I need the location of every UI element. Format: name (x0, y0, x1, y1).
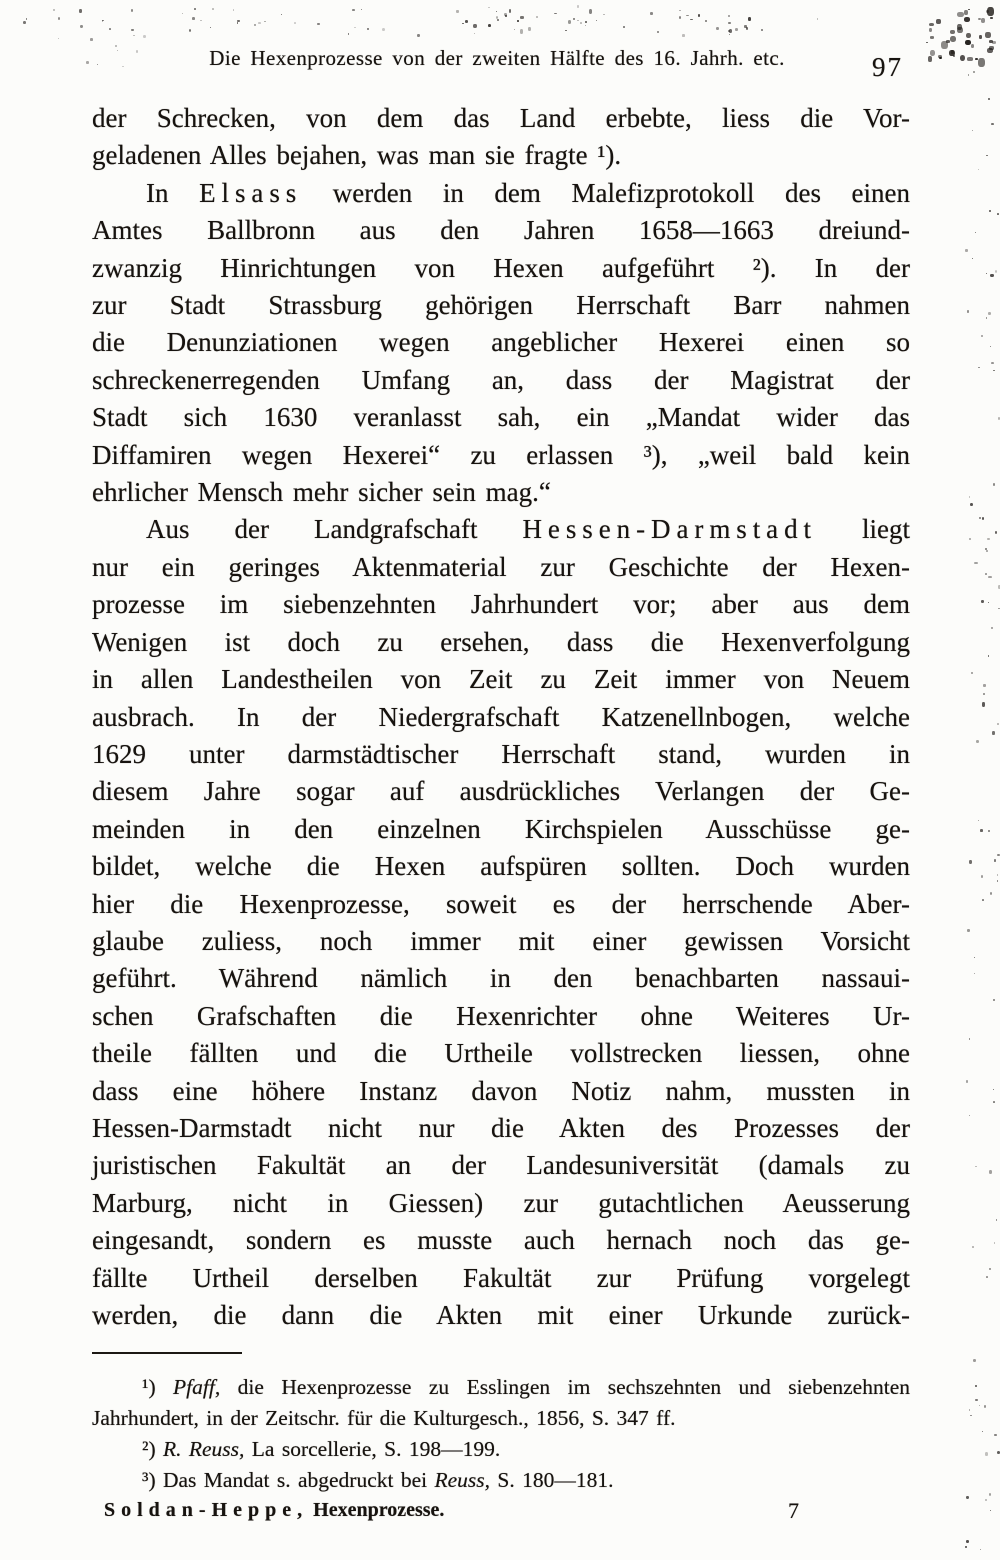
noise-speck (989, 40, 993, 43)
noise-speck (728, 15, 730, 18)
text-line: Marburg, nicht in Giessen) zur gutachtlichen Aeusserung (92, 1187, 910, 1218)
noise-speck (972, 1246, 974, 1248)
noise-speck (981, 875, 983, 879)
noise-speck (993, 1101, 996, 1103)
noise-speck (957, 24, 961, 30)
noise-speck (505, 15, 507, 18)
noise-speck (950, 30, 955, 34)
noise-speck (978, 367, 979, 369)
noise-speck (352, 9, 355, 11)
noise-speck (682, 34, 685, 36)
noise-speck (817, 18, 818, 19)
noise-speck (992, 41, 996, 44)
noise-speck (988, 98, 990, 100)
noise-speck (983, 684, 985, 687)
noise-speck (509, 9, 512, 13)
noise-speck (966, 33, 971, 38)
noise-speck (585, 21, 587, 23)
text-line: Hessen-Darmstadt nicht nur die Akten des Prozesses der (92, 1112, 910, 1143)
noise-speck (986, 1276, 988, 1278)
noise-speck (131, 29, 134, 31)
noise-speck (969, 1409, 970, 1411)
noise-speck (957, 27, 962, 33)
noise-speck (979, 517, 981, 519)
noise-speck (984, 1405, 986, 1408)
noise-speck (978, 18, 981, 20)
noise-speck (577, 5, 579, 7)
noise-speck (679, 10, 682, 11)
noise-speck (58, 38, 59, 39)
noise-speck (53, 9, 55, 11)
noise-speck (488, 7, 489, 8)
noise-speck (982, 517, 985, 520)
text-line: der Schrecken, von dem das Land erbebte, liess die Vor- (92, 103, 910, 133)
noise-speck (705, 20, 707, 23)
text-line: ¹) Pfaff, die Hexenprozesse zu Esslingen im sechszehnten und siebenzehnten (142, 1375, 910, 1399)
noise-speck (520, 29, 523, 33)
noise-speck (966, 1080, 968, 1083)
noise-speck (497, 19, 499, 20)
noise-speck (237, 20, 240, 22)
text-line: ³) Das Mandat s. abgedruckt bei Reuss, S. 180—181. (142, 1468, 614, 1492)
noise-speck (995, 270, 998, 273)
noise-speck (488, 24, 491, 28)
noise-speck (964, 10, 968, 15)
noise-speck (985, 1499, 986, 1501)
noise-speck (990, 17, 992, 19)
noise-speck (354, 27, 356, 28)
noise-speck (986, 10, 989, 13)
noise-speck (969, 496, 970, 498)
noise-speck (317, 23, 319, 26)
noise-speck (972, 258, 973, 259)
noise-speck (996, 1219, 998, 1222)
noise-speck (993, 999, 995, 1000)
noise-speck (589, 9, 592, 14)
noise-speck (986, 155, 988, 156)
noise-speck (504, 13, 507, 16)
text-line: Diffamiren wegen Hexerei“ zu erlassen ³), „weil bald kein (92, 439, 910, 470)
noise-speck (998, 417, 1000, 420)
noise-speck (990, 892, 993, 895)
noise-speck (950, 36, 956, 42)
noise-speck (974, 562, 977, 564)
noise-speck (975, 1166, 977, 1167)
noise-speck (233, 9, 234, 10)
noise-speck (957, 12, 963, 17)
noise-speck (686, 15, 689, 17)
text-line: juristischen Fakultät an der Landesuniversität (damals zu (92, 1150, 910, 1181)
noise-speck (580, 22, 582, 24)
noise-speck (192, 17, 195, 20)
text-line: prozesse im siebenzehnten Jahrhundert vor; aber aus dem (92, 589, 910, 620)
noise-speck (102, 20, 103, 21)
noise-speck (975, 232, 977, 233)
footnote-separator-rule (92, 1352, 242, 1354)
text-line: ehrlicher Mensch mehr sicher sein mag.“ (92, 477, 551, 508)
noise-speck (991, 123, 994, 125)
text-line: theile fällten und die Urtheile vollstrecken liessen, ohne (92, 1038, 910, 1069)
noise-speck (254, 24, 256, 26)
noise-speck (761, 29, 763, 31)
noise-speck (109, 28, 111, 30)
noise-speck (577, 20, 578, 22)
noise-speck (970, 503, 973, 506)
noise-speck (417, 34, 420, 38)
noise-speck (554, 13, 557, 15)
noise-speck (729, 29, 732, 33)
noise-speck (728, 30, 730, 32)
text-line: Wenigen ist doch zu ersehen, dass die Hexenverfolgung (92, 626, 910, 657)
noise-speck (981, 335, 983, 337)
noise-speck (969, 860, 972, 864)
noise-speck (980, 829, 983, 831)
noise-speck (997, 874, 998, 876)
noise-speck (965, 1546, 967, 1548)
header-title: Die Hexenprozesse von der zweiten Hälfte des 16. Jahrh. etc. (209, 46, 785, 70)
noise-speck (102, 20, 104, 21)
noise-speck (992, 731, 995, 735)
noise-speck (514, 29, 515, 30)
noise-speck (735, 28, 738, 31)
noise-speck (968, 74, 970, 76)
noise-speck (143, 35, 145, 38)
noise-speck (993, 1089, 994, 1090)
text-line: hier die Hexenprozesse, soweit es der herrschende Aber- (92, 888, 910, 919)
noise-speck (987, 7, 993, 16)
noise-speck (746, 27, 748, 30)
noise-speck (690, 19, 693, 21)
noise-speck (210, 27, 211, 28)
page-number: 97 (872, 52, 903, 82)
noise-speck (462, 23, 463, 24)
noise-speck (990, 1510, 991, 1511)
noise-speck (974, 957, 975, 958)
noise-speck (281, 14, 282, 15)
noise-speck (988, 312, 991, 315)
noise-speck (988, 602, 990, 604)
noise-speck (26, 18, 27, 20)
noise-speck (528, 27, 531, 31)
text-line: ausbrach. In der Niedergrafschaft Katzenellnbogen, welche (92, 701, 910, 732)
text-line: glaube zuliess, noch immer mit einer gewissen Vorsicht (92, 925, 910, 956)
noise-speck (367, 28, 369, 30)
noise-speck (981, 18, 985, 23)
noise-speck (969, 1038, 970, 1039)
noise-speck (975, 1399, 977, 1402)
noise-speck (986, 273, 987, 274)
text-line: werden, die dann die Akten mit einer Urkunde zurück- (92, 1300, 910, 1330)
noise-speck (991, 362, 994, 364)
noise-speck (189, 29, 192, 33)
noise-speck (361, 9, 362, 10)
noise-speck (573, 18, 575, 20)
noise-speck (748, 17, 751, 21)
noise-speck (974, 973, 975, 974)
noise-speck (474, 33, 475, 34)
text-line: geladenen Alles bejahen, was man sie fragte ¹). (92, 140, 622, 171)
noise-speck (729, 34, 730, 35)
noise-speck (978, 169, 979, 170)
noise-speck (973, 1359, 976, 1362)
noise-speck (585, 25, 586, 26)
text-line: eingesandt, sondern es musste auch hernach noch das ge- (92, 1225, 910, 1256)
noise-speck (995, 531, 997, 534)
noise-speck (989, 1493, 992, 1496)
text-line: 1629 unter darmstädtischer Herrschaft stand, wurden in (92, 738, 910, 769)
noise-speck (965, 40, 971, 45)
text-line: schen Grafschaften die Hexenrichter ohne Weiteres Ur- (92, 1000, 910, 1031)
noise-speck (979, 1405, 980, 1406)
noise-speck (967, 929, 970, 932)
noise-speck (981, 600, 984, 603)
noise-speck (698, 14, 700, 16)
text-line: fällte Urtheil derselben Fakultät zur Prüfung vorgelegt (92, 1262, 910, 1293)
noise-speck (929, 28, 932, 32)
noise-speck (79, 9, 82, 13)
noise-speck (968, 9, 970, 10)
text-line: zwanzig Hinrichtungen von Hexen aufgeführt ²). In der (92, 252, 910, 283)
noise-speck (212, 8, 214, 10)
noise-speck (965, 249, 967, 252)
noise-speck (969, 1115, 971, 1116)
noise-speck (987, 538, 989, 540)
noise-speck (930, 36, 934, 38)
noise-speck (473, 24, 477, 29)
noise-speck (623, 26, 625, 28)
text-line: In Elsass werden in dem Malefizprotokoll des einen (146, 177, 911, 208)
noise-speck (978, 820, 979, 822)
book-signature: Soldan-Heppe, Hexenprozesse. (104, 1499, 445, 1521)
text-line: Jahrhundert, in der Zeitschr. für die Kulturgesch., 1856, S. 347 ff. (92, 1406, 676, 1430)
text-line: meinden in den einzelnen Kirchspielen Ausschüsse ge- (92, 813, 910, 844)
noise-speck (990, 274, 993, 277)
noise-speck (946, 40, 949, 42)
noise-speck (58, 17, 60, 20)
noise-speck (456, 10, 458, 13)
noise-speck (650, 12, 653, 15)
noise-speck (926, 42, 928, 43)
noise-speck (237, 22, 239, 24)
noise-speck (986, 550, 988, 552)
noise-speck (972, 130, 973, 131)
noise-speck (975, 1385, 977, 1387)
text-line: ²) R. Reuss, La sorcellerie, S. 198—199. (142, 1437, 501, 1461)
noise-speck (966, 1540, 969, 1543)
noise-speck (182, 13, 183, 14)
noise-speck (382, 28, 385, 31)
noise-speck (970, 1415, 972, 1416)
noise-speck (994, 1434, 996, 1436)
noise-speck (993, 483, 995, 486)
noise-speck (728, 22, 730, 25)
noise-speck (936, 19, 941, 24)
text-line: dass eine höhere Instanz davon Notiz nahm, mussten in (92, 1075, 910, 1106)
noise-speck (603, 14, 605, 15)
noise-speck (976, 740, 979, 743)
noise-speck (982, 899, 984, 901)
noise-speck (657, 31, 658, 32)
noise-speck (568, 20, 572, 24)
noise-speck (264, 21, 266, 22)
noise-speck (979, 35, 982, 39)
noise-speck (716, 27, 719, 30)
text-line: geführt. Während nämlich in den benachbarten nassaui- (92, 963, 910, 994)
noise-speck (194, 8, 197, 10)
noise-speck (988, 655, 989, 656)
text-line: Amtes Ballbronn aus den Jahren 1658—1663 dreiund- (92, 215, 910, 246)
noise-speck (997, 213, 999, 215)
noise-speck (990, 346, 991, 347)
noise-speck (973, 71, 975, 73)
noise-speck (997, 723, 998, 725)
running-header (0, 46, 994, 71)
noise-speck (517, 20, 519, 22)
noise-speck (989, 1170, 992, 1174)
noise-speck (90, 38, 93, 40)
noise-speck (994, 859, 996, 861)
noise-speck (679, 16, 681, 19)
noise-speck (985, 548, 986, 550)
text-line: zur Stadt Strassburg gehörigen Herrschaft Barr nahmen (92, 290, 910, 321)
noise-speck (565, 30, 567, 31)
noise-speck (964, 17, 970, 22)
noise-speck (520, 16, 524, 19)
text-line: Stadt sich 1630 veranlasst sah, ein „Mandat wider das (92, 402, 910, 433)
noise-speck (982, 1431, 983, 1432)
noise-speck (985, 1452, 988, 1455)
noise-speck (986, 317, 987, 319)
text-line: in allen Landestheilen von Zeit zu Zeit immer von Neuem (92, 664, 910, 695)
noise-speck (988, 830, 990, 831)
noise-speck (989, 1268, 991, 1270)
noise-speck (596, 20, 597, 21)
noise-speck (997, 880, 998, 882)
noise-speck (991, 627, 993, 628)
noise-speck (131, 9, 133, 12)
noise-speck (496, 16, 498, 19)
noise-speck (294, 22, 296, 24)
noise-speck (80, 25, 83, 28)
noise-speck (989, 210, 991, 211)
noise-speck (993, 370, 994, 371)
noise-speck (994, 1242, 996, 1244)
text-line: bildet, welche die Hexen aufspüren sollten. Doch wurden (92, 851, 910, 882)
noise-speck (744, 25, 746, 28)
noise-speck (465, 20, 468, 23)
noise-speck (200, 20, 202, 21)
noise-speck (23, 21, 26, 24)
noise-speck (983, 693, 985, 695)
noise-speck (969, 538, 971, 540)
text-line: Aus der Landgrafschaft Hessen-Darmstadt liegt (146, 514, 910, 545)
text-line: diesem Jahre sogar auf ausdrückliches Verlangen der Ge- (92, 776, 910, 807)
noise-speck (980, 1549, 982, 1550)
text-line: die Denunziationen wegen angeblicher Hexerei einen so (92, 327, 910, 358)
noise-speck (496, 11, 497, 12)
noise-speck (966, 1496, 969, 1499)
noise-speck (258, 22, 260, 24)
noise-speck (929, 23, 934, 27)
noise-speck (998, 608, 1000, 609)
noise-speck (967, 310, 969, 312)
text-line: schreckenerregenden Umfang an, dass der Magistrat der (92, 364, 910, 395)
sheet-number: 7 (788, 1498, 799, 1523)
footnotes (92, 1372, 910, 1496)
noise-speck (988, 576, 991, 578)
body-text (92, 100, 910, 1334)
noise-speck (971, 672, 972, 674)
noise-speck (348, 33, 349, 35)
noise-speck (536, 16, 538, 18)
noise-speck (985, 32, 991, 38)
text-line: nur ein geringes Aktenmaterial zur Geschichte der Hexen- (92, 551, 910, 582)
noise-speck (982, 702, 985, 706)
noise-speck (985, 573, 987, 575)
noise-speck (133, 35, 135, 36)
